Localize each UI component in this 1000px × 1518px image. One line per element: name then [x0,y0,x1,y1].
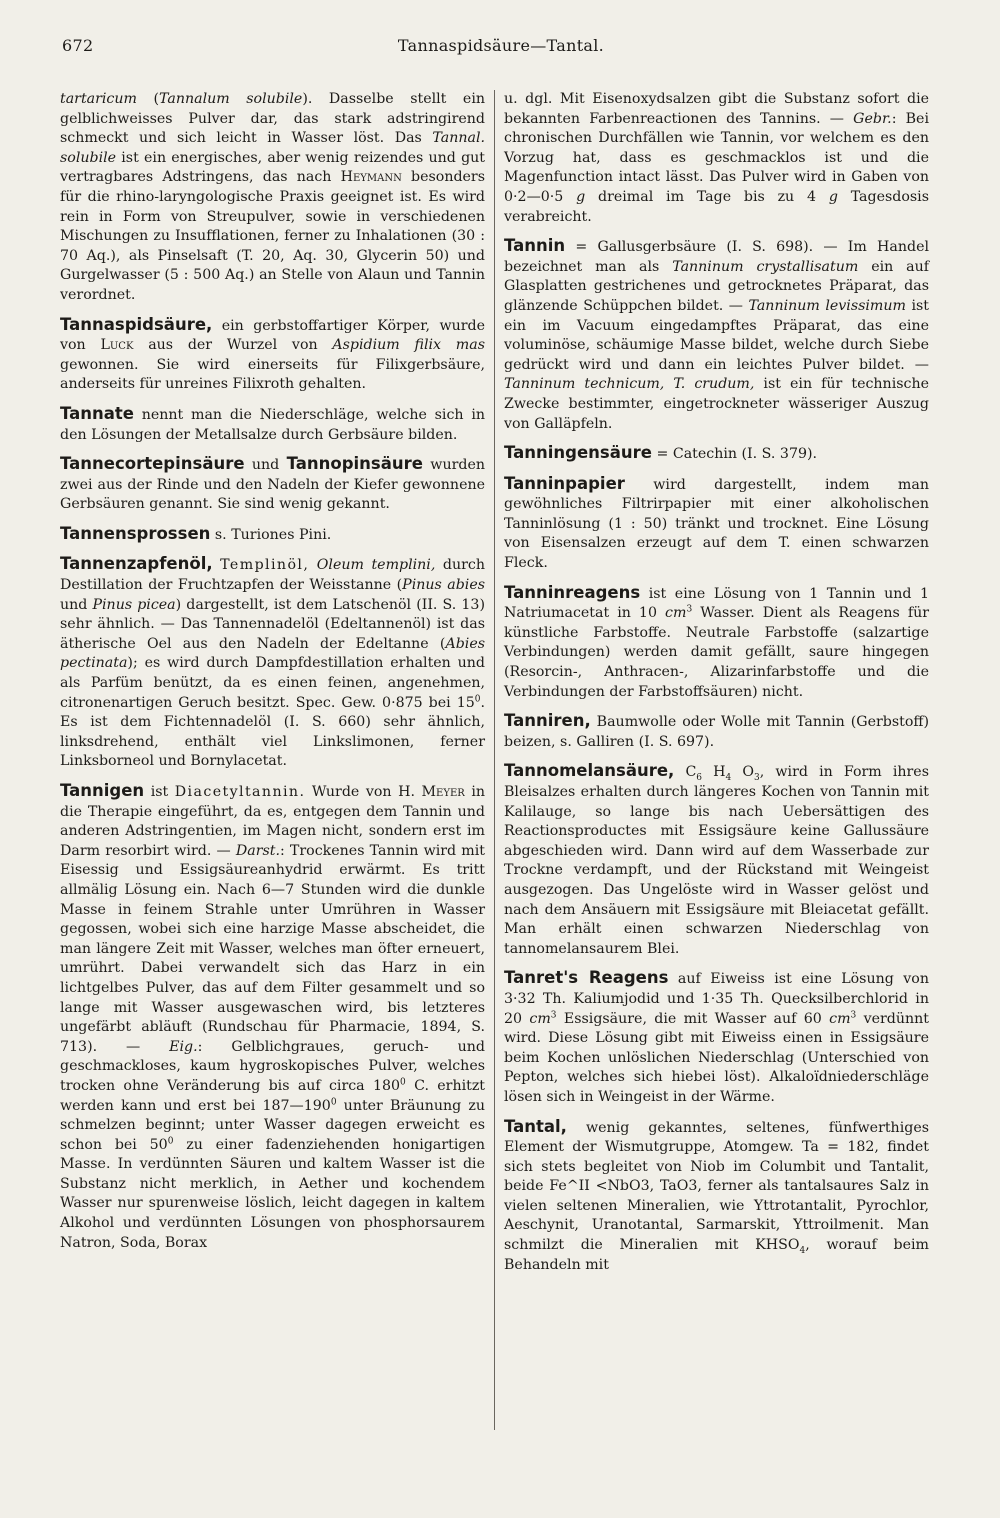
entry-tannate: Tannate nennt man die Niederschläge, welche sich in den Lösungen der Metallsalze durch Gerbsäure bilden. [60,403,485,443]
entry-tanninreagens: Tanninreagens ist eine Lösung von 1 Tannin und 1 Natriumacetat in 10 $cm^3$ Wasser. Dient als Reagens für künstliche Farbstoffe. Neutrale Farbstoffe (salzartige Verbindungen) werden damit gefällt, saure hingegen (Resorcin-, Anthracen-, Alizarinfarbstoffe und die Verbindungen der Farbstoffsäuren) nicht. [504,582,929,700]
entry-tannaspidsaeure: Tannaspidsäure, ein gerbstoffartiger Körper, wurde von Luck aus der Wurzel von Aspidium filix mas gewonnen. Sie wird einerseits für Filixgerbsäure, anderseits für unreines Filixroth gehalten. [60,314,485,393]
headword: Tannin [504,236,566,256]
page-number: 672 [62,36,94,55]
entry-tannigen: Tannigen ist Diacetyltannin. Wurde von H. Meyer in die Therapie eingeführt, da es, entgegen dem Tannin und anderen Adstringentien, im Magen nicht, sondern erst im Darm resorbirt wird. — Darst.: Trockenes Tannin wird mit Eisessig und Essigsäureanhydrid erwärmt. Es tritt allmälig Lösung ein. Nach 6—7 Stunden wird die dunkle Masse in feinem Strahle unter Umrühren in Wasser gegossen, wobei sich eine harzige Masse abscheidet, die man längere Zeit mit Wasser, welches man öfter erneuert, umrührt. Dabei verwandelt sich das Harz in ein lichtgelbes Pulver, das auf dem Filter gesammelt und so lange mit Wasser ausgewaschen wird, bis letzteres ungefärbt abläuft (Rundschau für Pharmacie, 1894, S. 713). — Eig.: Gelblichgraues, geruch- und geschmackloses, kaum hygroskopisches Pulver, welches trocken ohne Veränderung bis auf circa $180^0$ C. erhitzt werden kann und erst bei $187—190^0$ unter Bräunung zu schmelzen beginnt; unter Wasser dagegen erweicht es schon bei $50^0$ zu einer fadenziehenden honigartigen Masse. In verdünnten Säuren und kaltem Wasser ist die Substanz nicht merklich, in Aether und kochendem Wasser nur spurenweise löslich, leicht dagegen in kaltem Alkohol und verdünnten Lösungen von phosphorsaurem Natron, Soda, Borax [60,781,486,1251]
entry-tanniren: Tanniren, Baumwolle oder Wolle mit Tannin (Gerbstoff) beizen, s. Galliren (I. S. 697). [504,711,929,750]
left-column [60,90,485,1253]
headword: Tanniren, [504,711,591,731]
entry-tannin: Tannin = Gallusgerbsäure (I. S. 698). — Im Handel bezeichnet man als Tanninum crystallisatum ein auf Glasplatten gestrichenes und getrocknetes Präparat, das glänzende Schüppchen bildet. — Tanninum levissimum ist ein im Vacuum eingedampftes Präparat, das eine voluminöse, schäumige Masse bildet, welche durch Siebe gedrückt wird und dann ein leichtes Pulver bildet. — Tanninum technicum, T. crudum, ist ein für technische Zwecke bestimmter, eingetrockneter wässeriger Auszug von Galläpfeln. [504,236,930,432]
headword: Tannecortepinsäure [60,454,245,474]
headword: Tantal, [504,1116,567,1136]
entry-tanret-reagens: Tanret's Reagens auf Eiweiss ist eine Lösung von 3·32 Th. Kaliumjodid und 1·35 Th. Quecksilberchlorid in 20 $cm^3$ Essigsäure, die mit Wasser auf 60 $cm^3$ verdünnt wird. Diese Lösung gibt mit Eiweiss einen in Essigsäure beim Kochen unlöslichen Niederschlag (Unterschied von Pepton, welches sich hiebei löst). Alkaloïdniederschläge lösen sich in Weingeist in der Wärme. [504,968,929,1105]
entry-continuation-tannigen: u. dgl. Mit Eisenoxydsalzen gibt die Substanz sofort die bekannten Farbenreactionen des Tannins. — Gebr.: Bei chronischen Durchfällen wie Tannin, vor welchem es den Vorzug hat, dass es geschmacklos ist und die Magenfunction intact lässt. Das Pulver wird in Gaben von 0·2—0·5 g dreimal im Tage bis zu 4 g Tagesdosis verabreicht. [504,91,929,225]
entry-tanningensaeure: Tanningensäure = Catechin (I. S. 379). [504,443,818,463]
entry-tannecortepinsaeure: Tannecortepinsäure und Tannopinsäure wurden zwei aus der Rinde und den Nadeln der Kiefer gewonnene Gerbsäuren genannt. Sie sind wenig gekannt. [60,454,485,513]
headword: Tanninpapier [504,473,625,493]
headword: Tannaspidsäure, [60,314,213,334]
headword: Tannigen [60,781,145,800]
headword: Tanninreagens [504,582,641,602]
page-header [62,36,940,62]
headword: Tannomelansäure, [504,761,675,781]
headword: Tannensprossen [60,523,211,543]
headword: Tannenzapfenöl, [60,554,213,574]
headword: Tannate [60,403,134,423]
running-title: Tannaspidsäure—Tantal. [397,36,605,55]
entry-tanninpapier: Tanninpapier wird dargestellt, indem man gewöhnliches Filtrirpapier mit einer alkoholischen Tanninlösung (1 : 50) tränkt und trocknet. Eine Lösung von Eisensalzen erzeugt auf dem T. einen schwarzen Fleck. [504,473,929,572]
chemical-formula: Fe^II <NbO3, TaO3 [549,1178,698,1195]
entry-tannensprossen: Tannensprossen s. Turiones Pini. [60,523,332,543]
headword: Tanret's Reagens [504,968,669,988]
headword: Tannopinsäure [286,454,423,474]
headword: Tanningensäure [504,443,652,463]
entry-tannenzapfenoel: Tannenzapfenöl, Templinöl, Oleum templini, durch Destillation der Fruchtzapfen der Weisstanne (Pinus abies und Pinus picea) dargestellt, ist dem Latschenöl (II. S. 13) sehr ähnlich. — Das Tannennadelöl (Edeltannenöl) ist das ätherische Oel aus den Nadeln der Edeltanne (Abies pectinata); es wird durch Dampfdestillation erhalten und als Parfüm benützt, da es einen feinen, angenehmen, citronenartigen Geruch besitzt. Spec. Gew. 0·875 bei $15^0$. Es ist dem Fichtennadelöl (I. S. 660) sehr ähnlich, linksdrehend, enthält viel Linkslimonen, ferner Linksborneol und Bornylacetat. [60,554,486,770]
entry-tantal: Tantal, wenig gekanntes, seltenes, fünfwerthiges Element der Wismutgruppe, Atomgew. Ta = 182, findet sich stets begleitet von Niob im Columbit und Tantalit, beide Fe^II <NbO3, TaO3, ferner als tantalsaures Salz in vielen seltenen Mineralien, wie Yttrotantalit, Pyrochlor, Aeschynit, Uranotantal, Sarmarskit, Yttroilmenit. Man schmilzt die Mineralien mit $KHSO_4$, worauf beim Behandeln mit [504,1116,929,1273]
entry-tannomelansaeure: Tannomelansäure, $C_6$ $H_4$ $O_3$, wird in Form ihres Bleisalzes erhalten durch längeres Kochen von Tannin mit Kalilauge, so lange bis nach Uebersättigen des Reactionsproductes mit Essigsäure keine Gallussäure abgeschieden wird. Dann wird auf dem Wasserbade zur Trockne verdampft, und der Rückstand mit Weingeist ausgezogen. Das Ungelöste wird in Wasser gelöst und nach dem Ansäuern mit Essigsäure mit Bleiacetat gefällt. Man erhält einen schwarzen Niederschlag von tannomelansaurem Blei. [504,761,929,957]
right-column [504,90,929,1275]
column-divider [494,90,495,1430]
entry-continuation-tannal: tartaricum (Tannalum solubile). Dasselbe stellt ein gelblichweisses Pulver dar, das stark adstringirend schmeckt und sich leicht in Wasser löst. Das Tannal. solubile ist ein energisches, aber wenig reizendes und gut vertragbares Adstringens, das nach Heymann besonders für die rhino-laryngologische Praxis geeignet ist. Es wird rein in Form von Streupulver, sowie in verschiedenen Mischungen zu Insufflationen, ferner zu Inhalationen (30 : 70 Aq.), als Pinselsaft (T. 20, Aq. 30, Glycerin 50) und Gurgelwasser (5 : 500 Aq.) an Stelle von Alaun und Tannin verordnet. [60,91,485,303]
